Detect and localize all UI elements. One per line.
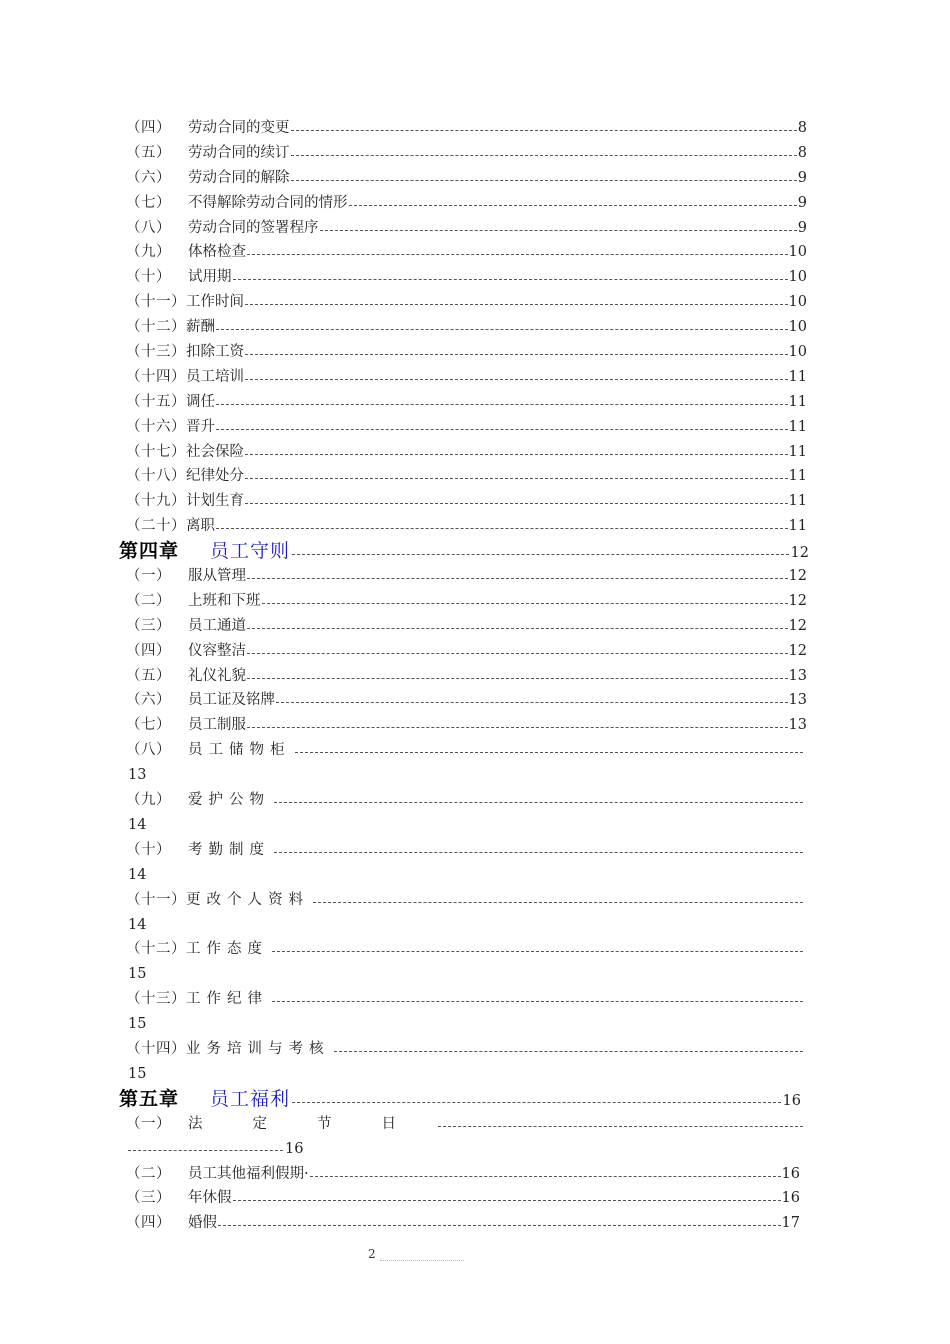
dot-leader	[320, 230, 797, 231]
entry-title: 员工其他福利假期·	[188, 1165, 309, 1182]
toc-entry	[0, 713, 950, 738]
entry-page-number: 12	[788, 568, 807, 585]
entry-page-number: 13	[128, 767, 147, 784]
entry-title: 员工制服	[188, 717, 246, 734]
entry-number: （四）	[126, 642, 171, 659]
entry-title: 离职	[186, 518, 215, 535]
entry-title: 法定节日	[188, 1115, 446, 1132]
entry-title: 考勤制度	[188, 841, 270, 858]
entry-title: 员工培训	[186, 368, 244, 385]
dot-leader	[274, 802, 803, 803]
toc-entry	[0, 116, 950, 141]
entry-title: 婚假	[188, 1215, 217, 1232]
toc-entry	[0, 216, 950, 241]
toc-entry	[0, 240, 950, 265]
toc-entry	[0, 838, 950, 888]
chapter-label: 第五章	[119, 1087, 180, 1110]
toc-entry	[0, 1162, 950, 1187]
entry-number: （八）	[126, 219, 171, 236]
entry-page-number: 13	[788, 692, 807, 709]
entry-page-number: 9	[797, 219, 807, 236]
entry-title: 薪酬	[186, 319, 215, 336]
entry-title: 工作时间	[186, 294, 244, 311]
entry-title: 不得解除劳动合同的情形	[188, 194, 348, 211]
dot-leader	[245, 304, 788, 305]
entry-title: 体格检查	[188, 244, 246, 261]
entry-number: （九）	[126, 792, 171, 809]
entry-page-number: 11	[788, 443, 807, 460]
toc-entry	[0, 290, 950, 315]
toc-entry	[0, 589, 950, 614]
entry-page-number: 15	[128, 1066, 147, 1083]
dot-leader	[245, 354, 788, 355]
toc-entry	[0, 415, 950, 440]
entry-title: 员工通道	[188, 617, 246, 634]
toc-entry	[0, 464, 950, 489]
entry-page-number: 14	[128, 817, 147, 834]
dot-leader	[218, 1225, 781, 1226]
dot-leader	[245, 379, 788, 380]
entry-number: （三）	[126, 1190, 171, 1207]
entry-page-number: 11	[788, 393, 807, 410]
entry-number: （十四）	[126, 368, 186, 385]
entry-number: （十七）	[126, 443, 186, 460]
entry-page-number: 12	[788, 642, 807, 659]
toc-entry	[0, 937, 950, 987]
dot-leader	[216, 329, 788, 330]
entry-number: （十八）	[126, 468, 186, 485]
entry-page-number: 10	[788, 294, 807, 311]
entry-number: （二）	[126, 592, 171, 609]
entry-page-number: 9	[797, 169, 807, 186]
entry-page-number: 10	[788, 269, 807, 286]
dot-leader	[245, 478, 788, 479]
toc-entry	[0, 191, 950, 216]
toc-entry	[0, 265, 950, 290]
toc-chapter-heading	[0, 539, 950, 564]
dot-leader	[216, 404, 788, 405]
entry-title: 试用期	[188, 269, 232, 286]
entry-page-number: 11	[788, 418, 807, 435]
dot-leader	[247, 653, 788, 654]
toc-entry	[0, 141, 950, 166]
entry-number: （十）	[126, 841, 171, 858]
entry-number: （二）	[126, 1165, 171, 1182]
entry-page-number: 14	[128, 916, 147, 933]
entry-title: 上班和下班	[188, 592, 261, 609]
entry-page-number: 9	[797, 194, 807, 211]
dot-leader	[272, 1001, 803, 1002]
entry-number: （十三）	[126, 991, 186, 1008]
entry-number: （七）	[126, 717, 171, 734]
entry-title: 工作态度	[186, 941, 268, 958]
toc-entry	[0, 1186, 950, 1211]
dot-leader-continued	[128, 1150, 283, 1151]
entry-page-number: 10	[788, 344, 807, 361]
entry-page-number: 11	[788, 518, 807, 535]
entry-title: 扣除工资	[186, 344, 244, 361]
entry-page-number: 15	[128, 1016, 147, 1033]
toc-entry	[0, 1211, 950, 1236]
dot-leader	[276, 702, 788, 703]
entry-number: （六）	[126, 692, 171, 709]
entry-page-number: 10	[788, 244, 807, 261]
entry-number: （十）	[126, 269, 171, 286]
dot-leader	[313, 902, 803, 903]
table-of-contents	[0, 116, 950, 1236]
entry-title: 劳动合同的续订	[188, 144, 290, 161]
toc-entry	[0, 888, 950, 938]
entry-number: （一）	[126, 568, 171, 585]
dot-leader	[291, 155, 797, 156]
footer-page-number: 2	[368, 1247, 376, 1261]
toc-entry	[0, 987, 950, 1037]
entry-page-number: 8	[797, 120, 807, 136]
entry-number: （十五）	[126, 393, 186, 410]
toc-entry	[0, 564, 950, 589]
toc-entry	[0, 664, 950, 689]
toc-entry	[0, 440, 950, 465]
dot-leader	[349, 205, 797, 206]
toc-entry	[0, 688, 950, 713]
toc-entry	[0, 738, 950, 788]
dot-leader	[272, 951, 803, 952]
toc-entry	[0, 365, 950, 390]
dot-leader	[262, 603, 788, 604]
entry-number: （十一）	[126, 891, 186, 908]
entry-number: （十九）	[126, 493, 186, 510]
dot-leader	[292, 554, 789, 555]
entry-number: （四）	[126, 1215, 171, 1232]
toc-chapter-heading	[0, 1087, 950, 1112]
entry-page-number: 16	[285, 1140, 304, 1157]
entry-page-number: 15	[128, 966, 147, 983]
toc-entry	[0, 390, 950, 415]
entry-number: （六）	[126, 169, 171, 186]
entry-title: 调任	[186, 393, 215, 410]
toc-entry	[0, 788, 950, 838]
entry-title: 更改个人资料	[186, 891, 309, 908]
entry-number: （十四）	[126, 1041, 186, 1058]
entry-page-number: 16	[781, 1190, 800, 1207]
dot-leader	[233, 279, 788, 280]
entry-number: （五）	[126, 144, 171, 161]
entry-page-number: 12	[788, 617, 807, 634]
entry-page-number: 13	[788, 717, 807, 734]
chapter-title: 员工守则	[210, 540, 291, 563]
entry-title: 劳动合同的签署程序	[188, 219, 319, 236]
entry-number: （七）	[126, 194, 171, 211]
entry-page-number: 11	[788, 468, 807, 485]
dot-leader	[247, 578, 788, 579]
dot-leader	[274, 852, 803, 853]
entry-number: （八）	[126, 742, 171, 759]
entry-page-number: 10	[788, 319, 807, 336]
toc-entry	[0, 1112, 950, 1162]
dot-leader	[247, 678, 788, 679]
toc-entry	[0, 614, 950, 639]
entry-number: （十一）	[126, 294, 186, 311]
entry-number: （三）	[126, 617, 171, 634]
footer-rule	[380, 1260, 464, 1261]
dot-leader	[247, 254, 788, 255]
entry-title: 员工证及铭牌	[188, 692, 275, 709]
entry-number: （一）	[126, 1115, 171, 1132]
entry-title: 晋升	[186, 418, 215, 435]
entry-title: 劳动合同的解除	[188, 169, 290, 186]
entry-number: （五）	[126, 667, 171, 684]
dot-leader	[310, 1176, 781, 1177]
entry-number: （十三）	[126, 344, 186, 361]
chapter-page-number: 16	[782, 1092, 801, 1109]
entry-title: 服从管理	[188, 568, 246, 585]
entry-number: （九）	[126, 244, 171, 261]
dot-leader	[216, 528, 788, 529]
entry-number: （十二）	[126, 941, 186, 958]
chapter-page-number: 12	[790, 545, 809, 562]
dot-leader	[291, 180, 797, 181]
dot-leader	[245, 454, 788, 455]
dot-leader	[438, 1126, 803, 1127]
dot-leader	[291, 130, 797, 131]
entry-page-number: 12	[788, 592, 807, 609]
entry-page-number: 8	[797, 144, 807, 161]
entry-title: 纪律处分	[186, 468, 244, 485]
entry-title: 劳动合同的变更	[188, 120, 290, 136]
entry-title: 礼仪礼貌	[188, 667, 246, 684]
entry-number: （二十）	[126, 518, 186, 535]
entry-page-number: 13	[788, 667, 807, 684]
entry-title: 员工储物柜	[188, 742, 291, 759]
entry-number: （四）	[126, 120, 171, 136]
toc-entry	[0, 489, 950, 514]
entry-page-number: 11	[788, 493, 807, 510]
toc-entry	[0, 166, 950, 191]
entry-title: 社会保险	[186, 443, 244, 460]
chapter-title: 员工福利	[210, 1087, 291, 1110]
entry-title: 业务培训与考核	[186, 1041, 330, 1058]
entry-number: （十六）	[126, 418, 186, 435]
entry-number: （十二）	[126, 319, 186, 336]
dot-leader	[292, 1102, 781, 1103]
dot-leader	[295, 752, 804, 753]
entry-title: 爱护公物	[188, 792, 270, 809]
entry-page-number: 16	[781, 1165, 800, 1182]
entry-title: 计划生育	[186, 493, 244, 510]
entry-title: 年休假	[188, 1190, 232, 1207]
toc-entry	[0, 315, 950, 340]
entry-title: 仪容整洁	[188, 642, 246, 659]
toc-entry	[0, 514, 950, 539]
dot-leader	[245, 503, 788, 504]
entry-page-number: 14	[128, 866, 147, 883]
toc-entry	[0, 639, 950, 664]
dot-leader	[216, 429, 788, 430]
toc-entry	[0, 1037, 950, 1087]
entry-title: 工作纪律	[186, 991, 268, 1008]
dot-leader	[233, 1200, 781, 1201]
dot-leader	[247, 727, 788, 728]
dot-leader	[334, 1051, 804, 1052]
toc-entry	[0, 340, 950, 365]
dot-leader	[247, 628, 788, 629]
entry-page-number: 11	[788, 368, 807, 385]
chapter-label: 第四章	[119, 540, 180, 563]
entry-page-number: 17	[781, 1215, 800, 1232]
